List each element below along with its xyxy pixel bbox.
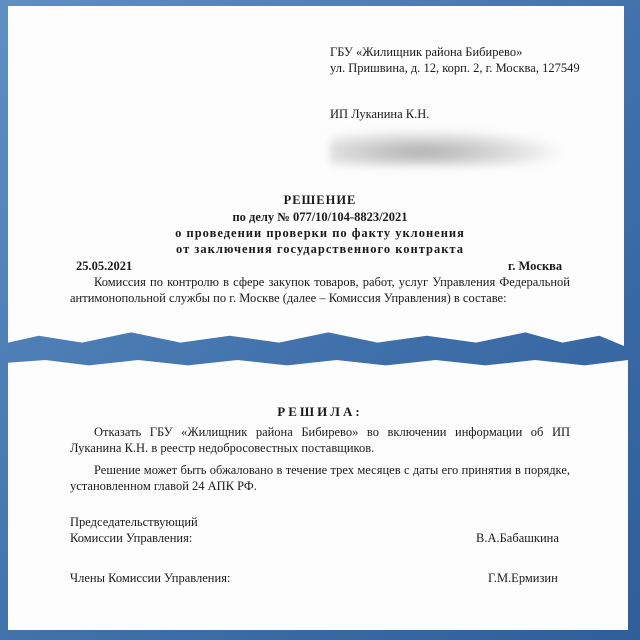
addressee-address: ул. Пришвина, д. 12, корп. 2, г. Москва, 127549 [330,61,580,75]
addressee-org: ГБУ «Жилищник района Бибирево» [330,45,523,59]
redacted-area [330,130,560,166]
addressee-block [330,44,580,76]
decision-paragraph-1: Отказать ГБУ «Жилищник района Бибирево» во включении информации об ИП Луканина К.Н. в реестр недобросовестных поставщиков. [70,425,570,455]
chair-name: В.А.Бабашкина [476,531,559,545]
chair-label-line-1: Председательствующий [70,515,198,529]
members-label: Члены Комиссии Управления: [70,571,231,585]
decision-heading: РЕШИЛА: [277,404,363,419]
intro-paragraph: Комиссия по контролю в сфере закупок товаров, работ, услуг Управления Федеральной антимонопольной службы по г. Москве (далее – Комиссия Управления) в составе: [70,275,570,305]
subject-line-2: от заключения государственного контракта [176,242,464,256]
chair-label-line-2: Комиссии Управления: [70,531,193,545]
document-date: 25.05.2021 [76,259,133,273]
document-title: РЕШЕНИЕ [283,193,357,207]
subject-line-1: о проведении проверки по факту уклонения [175,226,465,240]
member-name: Г.М.Ермизин [488,571,558,585]
decision-paragraph-2: Решение может быть обжаловано в течение трех месяцев с даты его принятия в порядке, установленном главой 24 АПК РФ. [70,463,570,493]
addressee-ip: ИП Луканина К.Н. [330,107,430,121]
case-number: по делу № 077/10/104-8823/2021 [232,210,408,224]
document-city: г. Москва [508,259,563,273]
document-bottom-fragment [8,360,628,630]
